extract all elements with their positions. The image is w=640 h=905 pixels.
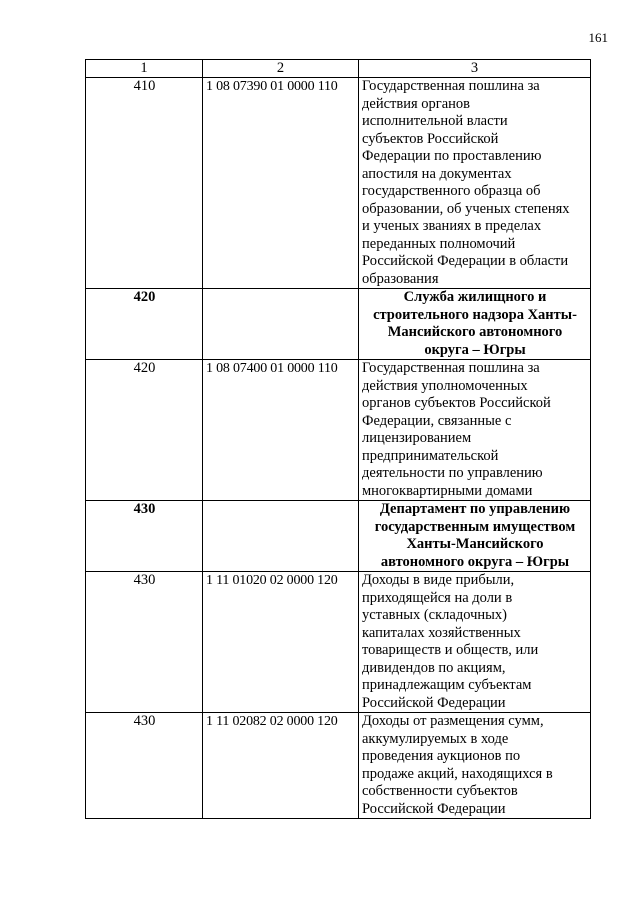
budget-code-cell: 1 11 02082 02 0000 120 — [203, 713, 359, 819]
column-header-1: 1 — [86, 60, 203, 78]
income-name-line: Российской Федерации в области — [362, 253, 569, 269]
income-name-cell — [359, 360, 591, 501]
income-name-line: Российской Федерации — [362, 800, 506, 817]
income-name-line: образовании, об ученых степенях — [362, 200, 570, 217]
income-name-line: Государственная пошлина за — [362, 78, 540, 94]
income-name-cell — [359, 289, 591, 360]
table-section-row — [86, 289, 591, 360]
admin-code-cell: 410 — [86, 78, 203, 289]
income-name-line: органов субъектов Российской — [362, 395, 551, 411]
budget-code-cell: 1 08 07400 01 0000 110 — [203, 360, 359, 501]
table-row — [86, 572, 591, 713]
income-name-line: Государственная пошлина за — [362, 360, 540, 376]
income-name-line: деятельности по управлению — [362, 465, 543, 481]
income-name-line: Федерации по проставлению — [362, 148, 542, 164]
budget-code-cell — [203, 289, 359, 360]
income-name-line: Департамент по управлению — [379, 501, 571, 517]
income-name-line: Мансийского автономного — [387, 324, 563, 340]
income-name-cell — [359, 713, 591, 819]
income-name-line: Доходы в виде прибыли, — [362, 572, 515, 588]
income-name-line: субъектов Российской — [362, 130, 499, 147]
income-name-line: образования — [362, 270, 439, 287]
budget-code-cell: 1 08 07390 01 0000 110 — [203, 78, 359, 289]
income-name-line: переданных полномочий — [362, 235, 516, 252]
income-name-line: Ханты-Мансийского — [406, 536, 544, 552]
admin-code-cell: 430 — [86, 713, 203, 819]
income-name-line: дивидендов по акциям, — [362, 659, 506, 676]
budget-code-cell: 1 11 01020 02 0000 120 — [203, 572, 359, 713]
income-name-line: уставных (складочных) — [362, 607, 507, 623]
income-name-line: исполнительной власти — [362, 113, 508, 129]
income-name-line: принадлежащим субъектам — [362, 677, 532, 693]
income-name-line: многоквартирными домами — [362, 482, 533, 499]
income-name-line: апостиля на документах — [362, 165, 512, 182]
budget-code-cell — [203, 501, 359, 572]
income-name-line: округа – Югры — [424, 341, 526, 358]
admin-code-cell: 430 — [86, 572, 203, 713]
table-row — [86, 360, 591, 501]
income-name-line: автономного округа – Югры — [380, 553, 570, 570]
admin-code-cell: 420 — [86, 289, 203, 360]
income-name-line: собственности субъектов — [362, 783, 518, 799]
income-name-line: приходящейся на доли в — [362, 589, 513, 606]
income-name-line: строительного надзора Ханты- — [373, 306, 577, 323]
income-name-line: лицензированием — [362, 430, 472, 446]
table-body — [86, 78, 591, 819]
income-name-line: аккумулируемых в ходе — [362, 730, 509, 747]
income-name-line: проведения аукционов по — [362, 748, 521, 764]
income-name-cell — [359, 501, 591, 572]
income-name-line: действия органов — [362, 95, 470, 112]
page-number: 161 — [588, 30, 608, 45]
column-header-2: 2 — [203, 60, 359, 78]
income-name-cell — [359, 572, 591, 713]
income-name-line: государственным имуществом — [374, 518, 576, 535]
budget-classification-table — [85, 59, 591, 819]
income-name-line: продаже акций, находящихся в — [362, 765, 553, 782]
table-row — [86, 713, 591, 819]
income-name-line: Российской Федерации — [362, 694, 506, 711]
table-header-row — [86, 60, 591, 78]
income-name-line: Доходы от размещения сумм, — [362, 713, 544, 729]
income-name-line: действия уполномоченных — [362, 377, 528, 394]
income-name-line: и ученых званиях в пределах — [362, 218, 542, 234]
income-name-cell — [359, 78, 591, 289]
admin-code-cell: 430 — [86, 501, 203, 572]
income-name-line: государственного образца об — [362, 183, 541, 199]
income-name-line: товариществ и обществ, или — [362, 642, 539, 658]
column-header-3: 3 — [359, 60, 591, 78]
table-section-row — [86, 501, 591, 572]
income-name-line: предпринимательской — [362, 447, 499, 464]
income-name-line: капиталах хозяйственных — [362, 624, 521, 641]
admin-code-cell: 420 — [86, 360, 203, 501]
income-name-line: Служба жилищного и — [403, 289, 547, 305]
income-name-line: Федерации, связанные с — [362, 412, 512, 429]
table-row — [86, 78, 591, 289]
